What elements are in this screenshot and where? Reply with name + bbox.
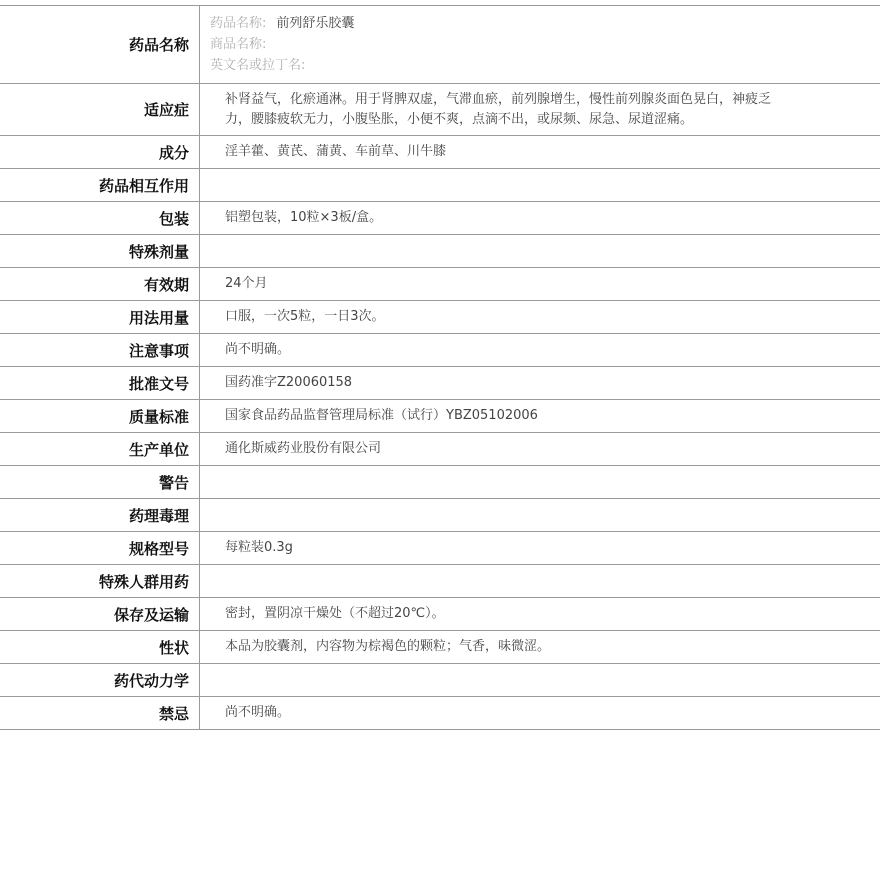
precautions-row: [0, 334, 880, 367]
row-value: 口服，一次5粒，一日3次。: [225, 309, 385, 324]
specification-row: [0, 532, 880, 565]
drug-interaction-row: [0, 169, 880, 202]
row-label: 适应症: [0, 84, 200, 135]
approval-number-row: [0, 367, 880, 400]
storage-transport-row: [0, 598, 880, 631]
usage-dosage-row: [0, 301, 880, 334]
row-value: 尚不明确。: [225, 342, 291, 357]
row-value: 通化斯威药业股份有限公司: [225, 441, 382, 456]
manufacturer-row: [0, 433, 880, 466]
row-label: 包装: [0, 202, 200, 234]
row-value: 补肾益气，化瘀通淋。用于肾脾双虚，气滞血瘀，前列腺增生，慢性前列腺炎面色晃白，神疲乏力，腰膝疲软无力，小腹坠胀，小便不爽，点滴不出，或尿频、尿急、尿道涩痛。: [225, 91, 772, 127]
drug-name-block: [200, 6, 880, 83]
row-value: [200, 466, 880, 498]
row-label: 药代动力学: [0, 664, 200, 696]
warning-row: [0, 466, 880, 499]
row-value: 每粒装0.3g: [225, 540, 293, 555]
row-label: 质量标准: [0, 400, 200, 432]
row-value: 国药准字Z20060158: [225, 375, 353, 390]
indication-row: [0, 84, 880, 136]
row-label: 禁忌: [0, 697, 200, 729]
trade-name-key: 商品名称:: [210, 37, 267, 52]
drug-name-line: [210, 13, 354, 34]
ingredients-row: [0, 136, 880, 169]
trade-name-line: [210, 34, 266, 55]
special-population-row: [0, 565, 880, 598]
row-value: 本品为胶囊剂，内容物为棕褐色的颗粒；气香，味微涩。: [225, 639, 551, 654]
drug-name-row: [0, 6, 880, 84]
row-label: 药品相互作用: [0, 169, 200, 201]
row-value: 密封，置阴凉干燥处（不超过20℃）。: [225, 606, 445, 621]
row-value: [200, 499, 880, 531]
drug-info-table: [0, 5, 880, 730]
row-label: 特殊剂量: [0, 235, 200, 267]
row-label: 成分: [0, 136, 200, 168]
row-value: 国家食品药品监督管理局标准（试行）YBZ05102006: [225, 408, 538, 423]
row-value: [200, 664, 880, 696]
drug-name-key: 药品名称:: [210, 16, 267, 31]
row-value: 铝塑包装，10粒×3板/盒。: [225, 210, 383, 225]
package-row: [0, 202, 880, 235]
row-label: 性状: [0, 631, 200, 663]
row-label: 生产单位: [0, 433, 200, 465]
shelf-life-row: [0, 268, 880, 301]
english-name-line: [210, 55, 305, 76]
row-label: 有效期: [0, 268, 200, 300]
quality-standard-row: [0, 400, 880, 433]
row-label: 批准文号: [0, 367, 200, 399]
row-label: 药理毒理: [0, 499, 200, 531]
row-value: [200, 235, 880, 267]
appearance-row: [0, 631, 880, 664]
row-label: 用法用量: [0, 301, 200, 333]
special-dosage-row: [0, 235, 880, 268]
row-value: [200, 169, 880, 201]
pharmacology-toxicology-row: [0, 499, 880, 532]
row-value: 淫羊藿、黄芪、蒲黄、车前草、川牛膝: [225, 144, 447, 159]
english-name-key: 英文名或拉丁名:: [210, 58, 306, 73]
row-label: 注意事项: [0, 334, 200, 366]
row-label: 药品名称: [0, 6, 200, 83]
row-value: 尚不明确。: [225, 705, 291, 720]
row-label: 保存及运输: [0, 598, 200, 630]
row-label: 规格型号: [0, 532, 200, 564]
row-value: [200, 565, 880, 597]
contraindications-row: [0, 697, 880, 730]
row-label: 警告: [0, 466, 200, 498]
row-label: 特殊人群用药: [0, 565, 200, 597]
pharmacokinetics-row: [0, 664, 880, 697]
drug-name-value: 前列舒乐胶囊: [276, 16, 355, 31]
row-value: 24个月: [225, 276, 268, 291]
